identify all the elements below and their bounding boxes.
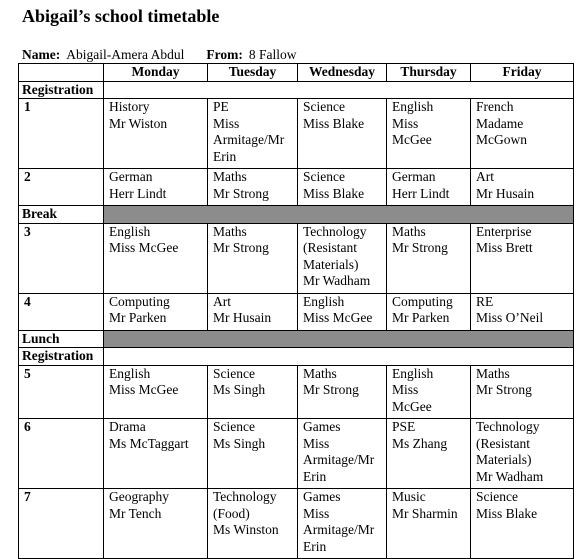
lesson-teacher-line: Mr Strong xyxy=(213,185,269,201)
student-form: 8 Fallow xyxy=(248,47,297,62)
lesson-subject: Science xyxy=(476,489,518,504)
lesson-teacher-line: Ms Zhang xyxy=(392,435,448,451)
lesson-row xyxy=(19,419,574,489)
lesson-cell xyxy=(208,169,298,206)
from-label: From: xyxy=(206,47,243,62)
lesson-teacher-line: Erin xyxy=(303,538,327,554)
period-number: 5 xyxy=(19,365,104,419)
lesson-teacher-line: Miss xyxy=(303,435,330,451)
day-header: Friday xyxy=(471,64,574,82)
break-shading xyxy=(104,206,574,224)
lesson-teacher-line: Materials) xyxy=(303,256,359,272)
band-row xyxy=(19,81,574,99)
lesson-cell xyxy=(471,489,574,559)
lesson-teacher-line: Mr Sharmin xyxy=(392,505,458,521)
lesson-cell xyxy=(298,489,387,559)
lesson-subject: Art xyxy=(476,169,494,184)
lesson-cell xyxy=(298,99,387,169)
lesson-cell xyxy=(104,419,208,489)
lesson-subject: PE xyxy=(213,99,229,114)
lesson-subject: Science xyxy=(213,419,255,434)
lesson-subject: French xyxy=(476,99,514,114)
lesson-cell xyxy=(387,169,471,206)
lesson-cell xyxy=(387,489,471,559)
lesson-cell xyxy=(471,99,574,169)
lesson-subject: Technology xyxy=(476,419,540,434)
lesson-teacher-line: Herr Lindt xyxy=(109,185,167,201)
lesson-cell xyxy=(387,293,471,330)
lesson-row xyxy=(19,365,574,419)
lesson-teacher-line: Mr Strong xyxy=(476,382,532,397)
band-empty-cell xyxy=(104,348,574,366)
lesson-teacher-line: Ms Winston xyxy=(213,522,279,537)
day-header: Monday xyxy=(104,64,208,82)
lesson-subject: German xyxy=(392,169,436,184)
lesson-subject: English xyxy=(109,365,151,381)
band-row xyxy=(19,348,574,366)
lesson-subject: Science xyxy=(303,99,345,114)
lesson-teacher-line: (Food) xyxy=(213,505,250,521)
timetable xyxy=(18,63,574,559)
lesson-cell xyxy=(104,293,208,330)
lesson-cell xyxy=(208,293,298,330)
break-shading xyxy=(104,330,574,348)
lesson-teacher-line: McGee xyxy=(392,398,432,414)
lesson-teacher-line: Erin xyxy=(303,468,327,484)
lesson-teacher-line: Mr Husain xyxy=(476,185,535,201)
band-row xyxy=(19,206,574,224)
lesson-cell xyxy=(104,489,208,559)
lesson-teacher-line: Miss Blake xyxy=(303,115,365,131)
lesson-teacher-line: Mr Parken xyxy=(109,310,167,325)
lesson-cell xyxy=(104,169,208,206)
band-label: Lunch xyxy=(19,330,104,348)
lesson-teacher-line: (Resistant xyxy=(303,240,357,255)
band-empty-cell xyxy=(104,81,574,99)
lesson-teacher-line: Miss O’Neil xyxy=(476,310,544,325)
lesson-teacher-line: Miss xyxy=(303,505,330,521)
lesson-teacher-line: Miss xyxy=(392,382,419,397)
timetable-body xyxy=(19,81,574,559)
student-info-line xyxy=(22,46,296,63)
lesson-teacher-line: Miss Blake xyxy=(476,505,538,521)
lesson-cell xyxy=(298,169,387,206)
lesson-subject: Technology xyxy=(213,489,277,504)
lesson-teacher-line: Miss McGee xyxy=(303,310,373,325)
lesson-cell xyxy=(471,169,574,206)
lesson-subject: Maths xyxy=(476,365,510,381)
lesson-teacher-line: Mr Strong xyxy=(213,240,269,255)
lesson-cell xyxy=(298,223,387,293)
lesson-cell xyxy=(104,365,208,419)
lesson-teacher-line: Ms Singh xyxy=(213,435,266,451)
lesson-teacher-line: McGown xyxy=(476,132,527,147)
day-header: Thursday xyxy=(387,64,471,82)
lesson-subject: Geography xyxy=(109,489,169,504)
lesson-cell xyxy=(298,419,387,489)
lesson-subject: Games xyxy=(303,489,341,504)
lesson-teacher-line: Madame xyxy=(476,115,524,131)
lesson-cell xyxy=(471,419,574,489)
header-corner-cell xyxy=(19,64,104,82)
lesson-row xyxy=(19,99,574,169)
lesson-subject: Maths xyxy=(392,223,426,239)
lesson-cell xyxy=(471,365,574,419)
lesson-subject: Art xyxy=(213,293,231,309)
lesson-subject: English xyxy=(109,223,151,239)
day-header: Tuesday xyxy=(208,64,298,82)
band-row xyxy=(19,330,574,348)
lesson-cell xyxy=(471,293,574,330)
period-number: 1 xyxy=(19,99,104,169)
lesson-subject: Drama xyxy=(109,419,146,434)
lesson-teacher-line: Herr Lindt xyxy=(392,185,450,201)
page-title: Abigail’s school timetable xyxy=(22,6,220,26)
lesson-subject: English xyxy=(392,99,434,114)
period-number: 6 xyxy=(19,419,104,489)
lesson-cell xyxy=(208,99,298,169)
lesson-subject: History xyxy=(109,99,150,114)
lesson-subject: English xyxy=(303,293,345,309)
lesson-teacher-line: Mr Strong xyxy=(392,240,448,255)
lesson-teacher-line: Miss McGee xyxy=(109,382,179,397)
lesson-cell xyxy=(387,99,471,169)
lesson-row xyxy=(19,223,574,293)
lesson-subject: Maths xyxy=(303,365,337,381)
lesson-cell xyxy=(104,223,208,293)
band-label: Registration xyxy=(19,81,104,99)
lesson-cell xyxy=(471,223,574,293)
lesson-teacher-line: Armitage/Mr xyxy=(303,522,375,537)
lesson-subject: Music xyxy=(392,489,426,504)
lesson-teacher-line: McGee xyxy=(392,132,432,147)
lesson-row xyxy=(19,293,574,330)
lesson-subject: Computing xyxy=(109,293,170,309)
period-number: 7 xyxy=(19,489,104,559)
period-number: 4 xyxy=(19,293,104,330)
lesson-teacher-line: Mr Parken xyxy=(392,310,450,325)
lesson-row xyxy=(19,169,574,206)
day-header: Wednesday xyxy=(298,64,387,82)
lesson-subject: German xyxy=(109,169,153,184)
lesson-teacher-line: Materials) xyxy=(476,452,532,467)
lesson-teacher-line: Mr Wadham xyxy=(476,468,544,484)
lesson-teacher-line: Miss Blake xyxy=(303,185,365,201)
lesson-cell xyxy=(208,365,298,419)
lesson-teacher-line: Miss McGee xyxy=(109,240,179,255)
lesson-subject: Enterprise xyxy=(476,223,532,239)
lesson-teacher-line: Miss xyxy=(392,115,419,131)
lesson-subject: Maths xyxy=(213,223,247,239)
lesson-subject: Science xyxy=(213,365,255,381)
lesson-teacher-line: Miss xyxy=(213,115,240,131)
timetable-header-row xyxy=(19,64,574,82)
period-number: 2 xyxy=(19,169,104,206)
lesson-subject: English xyxy=(392,365,434,381)
lesson-row xyxy=(19,489,574,559)
lesson-teacher-line: Armitage/Mr xyxy=(213,132,285,147)
lesson-teacher-line: (Resistant xyxy=(476,435,530,451)
period-number: 3 xyxy=(19,223,104,293)
lesson-teacher-line: Ms Singh xyxy=(213,382,266,397)
lesson-subject: Computing xyxy=(392,293,453,309)
lesson-cell xyxy=(298,365,387,419)
lesson-cell xyxy=(387,365,471,419)
lesson-teacher-line: Mr Strong xyxy=(303,382,359,397)
lesson-cell xyxy=(104,99,208,169)
lesson-subject: RE xyxy=(476,293,494,309)
lesson-cell xyxy=(208,419,298,489)
lesson-teacher-line: Miss Brett xyxy=(476,240,533,255)
lesson-teacher-line: Mr Wiston xyxy=(109,115,168,131)
lesson-cell xyxy=(387,223,471,293)
name-label: Name: xyxy=(22,47,61,62)
band-label: Registration xyxy=(19,348,104,366)
student-name: Abigail-Amera Abdul xyxy=(66,47,185,62)
lesson-subject: Maths xyxy=(213,169,247,184)
lesson-subject: Technology xyxy=(303,223,367,239)
lesson-cell xyxy=(298,293,387,330)
lesson-subject: PSE xyxy=(392,419,416,434)
lesson-teacher-line: Erin xyxy=(213,148,237,164)
lesson-teacher-line: Mr Tench xyxy=(109,505,162,521)
lesson-teacher-line: Mr Wadham xyxy=(303,273,371,288)
lesson-subject: Games xyxy=(303,419,341,434)
lesson-teacher-line: Armitage/Mr xyxy=(303,452,375,467)
lesson-subject: Science xyxy=(303,169,345,184)
band-label: Break xyxy=(19,206,104,224)
lesson-cell xyxy=(387,419,471,489)
lesson-teacher-line: Ms McTaggart xyxy=(109,435,189,451)
lesson-teacher-line: Mr Husain xyxy=(213,310,272,325)
lesson-cell xyxy=(208,489,298,559)
lesson-cell xyxy=(208,223,298,293)
